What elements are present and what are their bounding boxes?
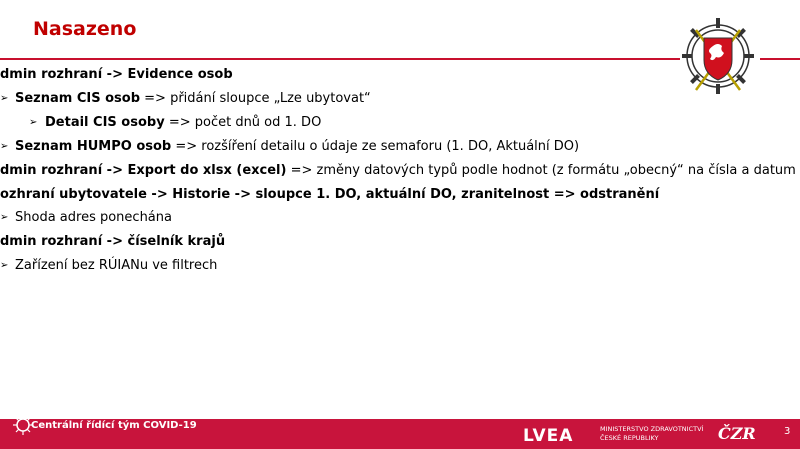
arrowhead-bullet-icon: ➢: [29, 117, 38, 128]
list-item: Detail CIS osoby => počet dnů od 1. DO: [45, 115, 322, 130]
slide-title: Nasazeno: [33, 18, 137, 40]
list-item: ozhraní ubytovatele -> Historie -> sloupce 1. DO, aktuální DO, zranitelnost => odstranění: [0, 187, 660, 202]
page-number: 3: [784, 426, 791, 437]
arrowhead-bullet-icon: ➢: [0, 212, 9, 223]
footer-bar: [0, 419, 800, 449]
list-item: dmin rozhraní -> číselník krajů: [0, 234, 226, 249]
czr-logo: ČZR: [718, 424, 756, 443]
ministry-name: MINISTERSTVO ZDRAVOTNICTVÍ ČESKÉ REPUBLIKY: [600, 425, 704, 442]
list-item: Shoda adres ponechána: [15, 210, 172, 225]
list-item: Zařízení bez RÚIANu ve filtrech: [15, 258, 218, 273]
arrowhead-bullet-icon: ➢: [0, 93, 9, 104]
list-item: dmin rozhraní -> Export do xlsx (excel) => změny datových typů podle hodnot (z formátu „obecný“ na čísla a datum: [0, 163, 796, 178]
mzcr-logo: LVEA: [523, 426, 574, 446]
list-item: Seznam HUMPO osob => rozšíření detailu o údaje ze semaforu (1. DO, Aktuální DO): [15, 139, 580, 154]
arrowhead-bullet-icon: ➢: [0, 141, 9, 152]
list-item: Seznam CIS osob => přidání sloupce „Lze ubytovat“: [15, 91, 371, 106]
footer-team-name: Centrální řídící tým COVID-19: [31, 420, 197, 431]
arrowhead-bullet-icon: ➢: [0, 260, 9, 271]
list-item: dmin rozhraní -> Evidence osob: [0, 67, 233, 82]
